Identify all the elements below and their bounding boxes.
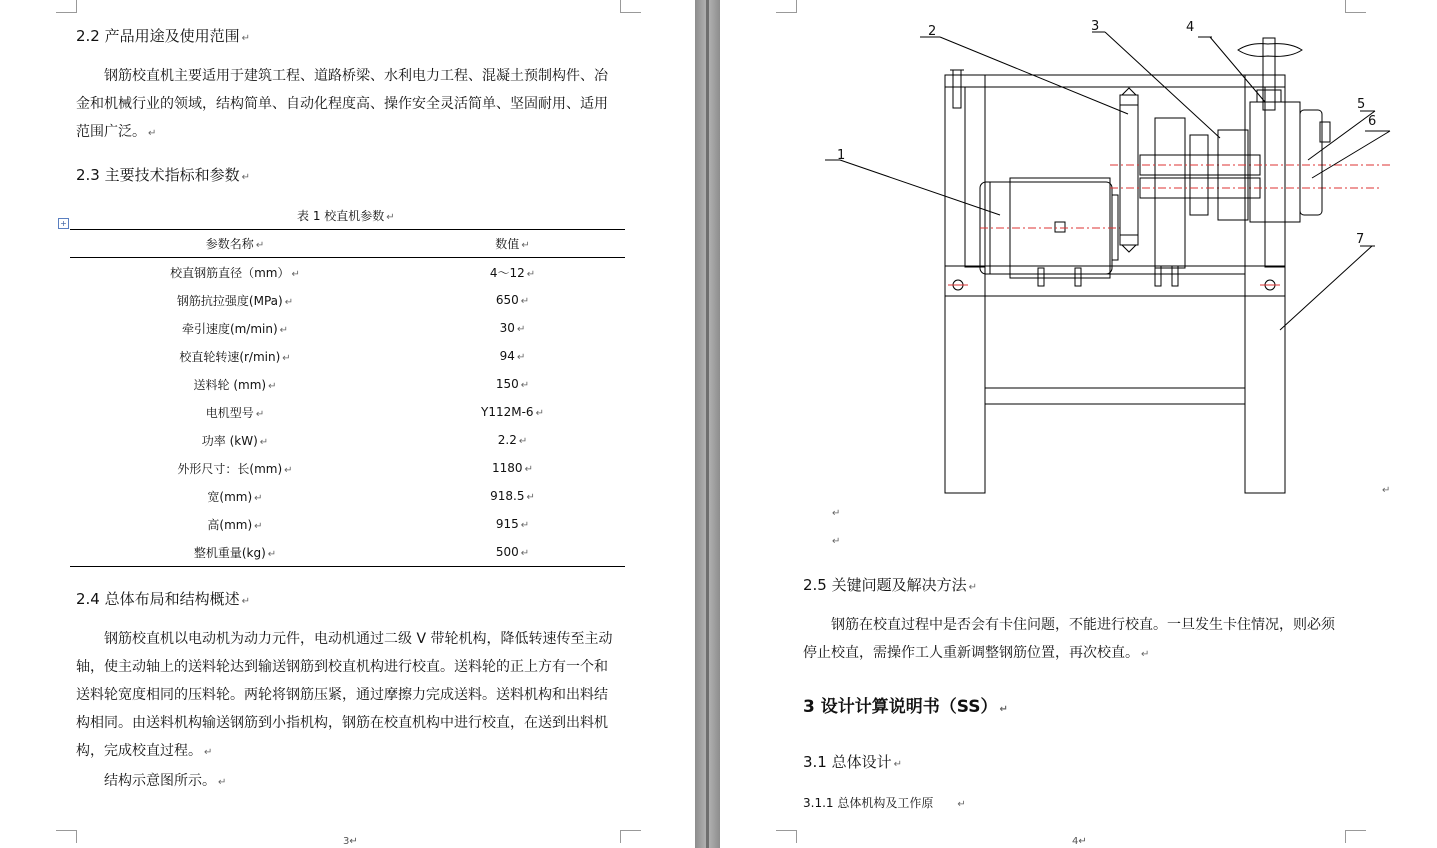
page-divider [706,0,709,848]
page-number-4: 4↵ [1072,836,1087,847]
table-cell-value: 918.5 ↵ [490,489,535,503]
table-cell-name: 功率 (kW) ↵ [201,433,269,448]
table-cell-name: 整机重量(kg) ↵ [193,545,277,560]
table-row [70,482,625,510]
crop-mark [56,0,77,13]
paragraph-mark: ↵ [832,508,841,519]
table-cell-value: 150 ↵ [495,377,530,391]
machine-structure-drawing [820,10,1420,510]
table-cell-name: 宽(mm) ↵ [207,489,263,504]
table-header-value: 数值 ↵ [495,237,530,251]
table-row [70,286,625,314]
right-page [720,0,1437,848]
table-cell-value: 650 ↵ [495,293,530,307]
table-cell-name: 校直轮转速(r/min) ↵ [179,349,291,364]
table-cell-value: 915 ↵ [495,517,530,531]
table-cell-value: Y112M-6 ↵ [481,405,544,419]
table-row [70,398,625,426]
table-cell-value: 500 ↵ [495,545,530,559]
parameter-table [70,229,625,567]
callout-label-7: 7 [1356,232,1365,247]
table-cell-value: 4～12 ↵ [489,265,536,280]
callout-label-4: 4 [1186,20,1195,35]
callout-label-5: 5 [1357,97,1366,112]
section-2-4-paragraph: 钢筋校直机以电动机为动力元件，电动机通过二级 V 带轮机构，降低转速传至主动 轴，使主动轴上的送料轮达到输送钢筋到校直机构进行校直。送料轮的正上方有一个和 送料轮宽度相同的压料轮。两轮将钢筋压紧，通过摩擦力完成送料。送料机构和出料结 构相同。由送料机构输送钢筋到小指机构，钢筋在校直机构中进行校直，在送到出料机 构，完成校直过程。 ↵ 结构示意图所示。 ↵ [76,631,613,789]
table-row [70,454,625,482]
crop-mark [56,830,77,843]
table-cell-value: 30 ↵ [499,321,526,335]
section-2-3-heading: 2.3 主要技术指标和参数 ↵ [76,166,251,184]
section-3-1-heading: 3.1 总体设计 ↵ [803,753,903,771]
table-move-handle[interactable]: + [58,218,69,229]
crop-mark [1345,830,1366,843]
table-cell-name: 钢筋抗拉强度(MPa) ↵ [176,293,294,308]
crop-mark [776,830,797,843]
paragraph-mark: ↵ [832,536,841,547]
table-row [70,426,625,454]
table-cell-name: 外形尺寸：长(mm) ↵ [177,461,293,476]
callout-label-6: 6 [1368,114,1377,129]
table-cell-name: 牵引速度(m/min) ↵ [181,321,289,336]
section-2-5-paragraph: 钢筋在校直过程中是否会有卡住问题，不能进行校直。一旦发生卡住情况，则必须 停止校直，需操作工人重新调整钢筋位置，再次校直。 ↵ [803,617,1335,661]
table-row [70,370,625,398]
callout-label-1: 1 [837,148,846,163]
page-number-3: 3↵ [343,836,358,847]
table-row [70,342,625,370]
table-caption: 表 1 校直机参数 ↵ [297,209,395,223]
table-cell-name: 高(mm) ↵ [207,517,263,532]
section-2-5-heading: 2.5 关键问题及解决方法 ↵ [803,576,978,594]
callout-label-2: 2 [928,24,937,39]
table-header-name: 参数名称 ↵ [205,237,265,251]
paragraph-mark: ↵ [1382,485,1391,496]
table-row [70,538,625,567]
table-cell-value: 2.2 ↵ [497,433,528,447]
section-3-1-1-heading: 3.1.1 总体机构及工作原 ↵ [803,796,966,810]
table-cell-name: 电机型号 ↵ [205,405,265,420]
table-row [70,510,625,538]
table-cell-value: 1180 ↵ [492,461,533,475]
table-cell-name: 校直钢筋直径（mm） ↵ [170,265,300,280]
table-cell-name: 送料轮 (mm) ↵ [193,377,277,392]
crop-mark [776,0,797,13]
section-2-4-heading: 2.4 总体布局和结构概述 ↵ [76,590,251,608]
table-cell-value: 94 ↵ [499,349,526,363]
section-2-2-paragraph: 钢筋校直机主要适用于建筑工程、道路桥梁、水利电力工程、混凝土预制构件、冶 金和机械行业的领域，结构简单、自动化程度高、操作安全灵活简单、坚固耐用、适用 范围广泛。 ↵ [76,68,608,140]
chapter-3-heading: 3 设计计算说明书（SS） ↵ [803,697,1008,717]
crop-mark [620,830,641,843]
table-row [70,258,625,287]
crop-mark [620,0,641,13]
left-page [0,0,695,848]
callout-label-3: 3 [1091,19,1100,34]
section-2-2-heading: 2.2 产品用途及使用范围 ↵ [76,27,251,45]
table-row [70,314,625,342]
